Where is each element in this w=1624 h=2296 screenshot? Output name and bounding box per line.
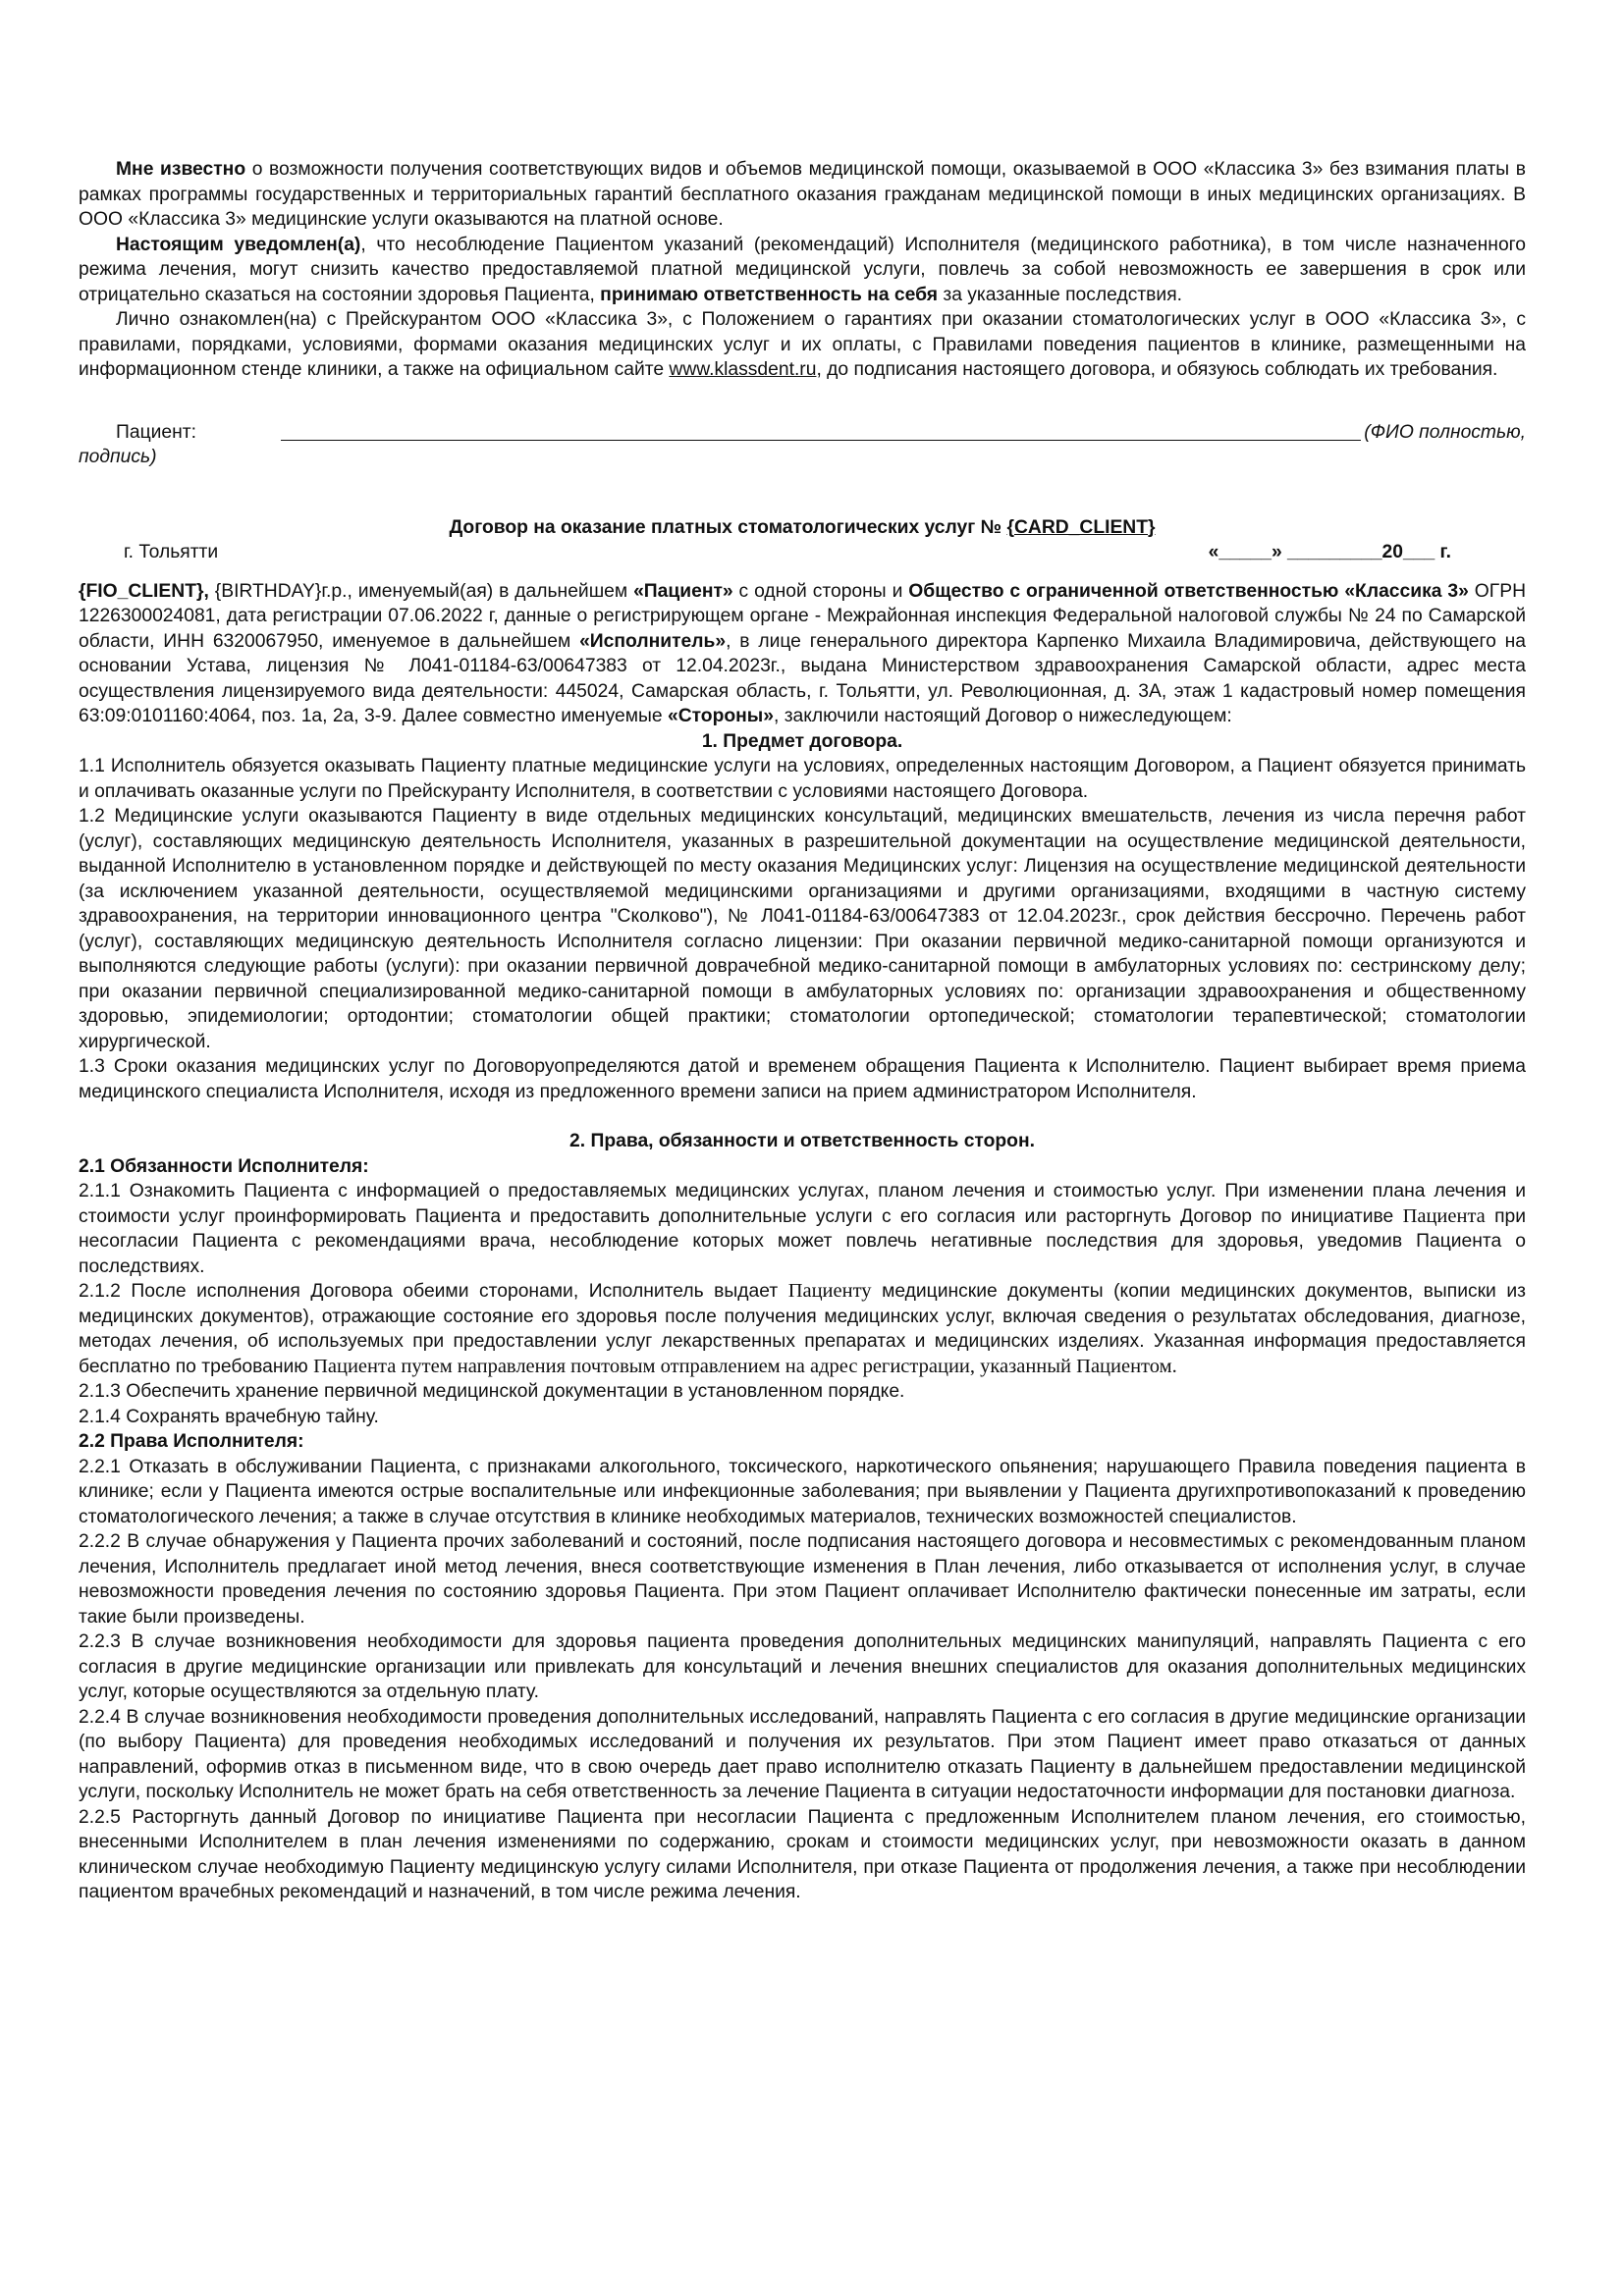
- preamble-patient: «Пациент»: [633, 580, 733, 602]
- clause-2-2-5: 2.2.5 Расторгнуть данный Договор по инициативе Пациента при несогласии Пациента с предложенным Исполнителем планом лечения, его стоимостью, внесенными Исполнителем в план лечения изменениями по содержанию, срокам и стоимости медицинских услуг, при невозможности оказать в данном клиническом случае необходимую Пациенту медицинскую услугу силами Исполнителя, при отказе Пациента от продолжения лечения, а также при несоблюдении пациентом врачебных рекомендаций и назначений, в том числе режима лечения.: [79, 1806, 1526, 1902]
- intro-bold-notified: Настоящим уведомлен(а): [116, 234, 361, 255]
- preamble-text-d: , заключили настоящий Договор о нижеследующем:: [773, 706, 1232, 726]
- intro-text-2a: , что несоблюдение Пациентом указаний (рекомендаций) Исполнителя (медицинского работника), в том числе назначенного режима лечения, могут снизить качество предоставляемой платной медицинской услуги, повлечь за собой невозможность ее завершения в срок или отрицательно сказаться на состоянии здоровья Пациента,: [79, 234, 1527, 305]
- preamble-birthday: {BIRTHDAY}г.р., именуемый(ая) в дальнейшем: [208, 580, 634, 602]
- subsection-2-2-title: [79, 1429, 1526, 1455]
- contract-number: {CARD_CLIENT}: [1006, 516, 1156, 538]
- intro-text-2b: за указанные последствия.: [938, 284, 1182, 305]
- clause-2-1-3: 2.1.3 Обеспечить хранение первичной медицинской документации в установленном порядке.: [79, 1381, 905, 1402]
- clause-2-1-2-serif-1: Пациенту: [787, 1280, 872, 1302]
- signature-hint: (ФИО полностью,: [1364, 421, 1526, 443]
- clause-2-2-1: 2.2.1 Отказать в обслуживании Пациента, с признаками алкогольного, токсического, наркотического опьянения; нарушающего Правила поведения пациента в клинике; если у Пациента имеются острые воспалительные или инфекционные заболевания; при выявлении у Пациента другихпротивопоказаний к проведению стоматологического лечения; а также в случае отсутствия в клинике необходимых материалов, технических возможностей специалистов.: [79, 1456, 1526, 1527]
- intro-paragraph-2: [79, 233, 1526, 308]
- clause-2-1-1-text-b: при несогласии Пациента с рекомендациями врача, несоблюдение которых может повлечь негативные последствия для здоровья, уведомив Пациента о последствиях.: [79, 1205, 1526, 1277]
- section-2-title: 2. Права, обязанности и ответственность сторон.: [569, 1131, 1035, 1151]
- preamble-text-a: с одной стороны и: [732, 580, 909, 602]
- document-page: [79, 157, 1526, 1905]
- preamble-parties: «Стороны»: [667, 706, 774, 726]
- intro-paragraph-3: [79, 307, 1526, 383]
- contract-title: [79, 515, 1526, 541]
- signature-row: [79, 420, 1526, 446]
- clause-2-1-1-text-a: 2.1.1 Ознакомить Пациента с информацией о предоставляемых медицинских услугах, планом лечения и стоимостью услуг. При изменении плана лечения и стоимости услуг проинформировать Пациента и предоставить дополнительные услуги с его согласия или расторгнуть Договор по инициативе: [79, 1181, 1526, 1227]
- client-name-placeholder: {FIO_CLIENT},: [79, 580, 209, 602]
- subsection-2-1-label: 2.1 Обязанности Исполнителя:: [79, 1155, 369, 1177]
- section-1-title: 1. Предмет договора.: [701, 730, 903, 752]
- intro-text-1: о возможности получения соответствующих видов и объемов медицинской помощи, оказываемой в ООО «Классика 3» без взимания платы в рамках программы государственных и территориальных гарантий бесплатного оказания гражданам медицинской помощи в иных медицинских организациях. В ООО «Классика 3» медицинские услуги оказываются на платной основе.: [79, 159, 1526, 230]
- intro-text-3a: Лично ознакомлен(на) с Прейскурантом ООО «Классика 3», с Положением о гарантиях при оказании стоматологических услуг в ООО «Классика 3», с правилами, порядками, условиями, формами оказания медицинских услуг и их оплаты, с Правилами поведения пациентов в клинике, размещенными на информационном стенде клиники, а также на официальном сайте: [79, 309, 1526, 380]
- clause-2-1-4: 2.1.4 Сохранять врачебную тайну.: [79, 1406, 379, 1427]
- clause-2-1-2: [79, 1279, 1526, 1379]
- clause-2-2-4: 2.2.4 В случае возникновения необходимости проведения дополнительных исследований, направлять Пациента с его согласия в другие медицинские организации (по выбору Пациента) для проведения необходимых исследований и получения их результатов. При этом Пациент имеет право отказаться от данных направлений, оформив отказ в письменном виде, что в свою очередь дает право исполнителю отказать Пациенту в дальнейшем предоставлении медицинской услуги, поскольку Исполнитель не может брать на себя ответственность за лечение Пациента в ситуации недостаточности информации для постановки диагноза.: [79, 1706, 1526, 1802]
- contract-title-text: Договор на оказание платных стоматологических услуг №: [449, 516, 1007, 538]
- subsection-2-1-title: [79, 1154, 1526, 1180]
- clause-2-1-2-text-a: 2.1.2 После исполнения Договора обеими сторонами, Исполнитель выдает: [79, 1281, 788, 1302]
- signature-hint-continued: подпись): [79, 447, 157, 467]
- clause-2-1-2-serif-2: Пациента путем направления почтовым отправлением на адрес регистрации, указанный Пациентом.: [313, 1355, 1177, 1377]
- intro-bold-responsibility: принимаю ответственность на себя: [600, 284, 939, 305]
- preamble-organization: Общество с ограниченной ответственностью «Классика 3»: [908, 580, 1469, 602]
- intro-text-3b: , до подписания настоящего договора, и обязуюсь соблюдать их требования.: [816, 359, 1498, 380]
- clause-2-1-1: [79, 1179, 1526, 1279]
- subsection-2-2-label: 2.2 Права Исполнителя:: [79, 1431, 304, 1452]
- signature-label: Пациент:: [116, 421, 196, 443]
- clause-1-1: 1.1 Исполнитель обязуется оказывать Пациенту платные медицинские услуги на условиях, определенных настоящим Договором, а Пациент обязуется принимать и оплачивать оказанные услуги по Прейскуранту Исполнителя, в соответствии с условиями настоящего Договора.: [79, 756, 1526, 802]
- intro-paragraph-1: [79, 157, 1526, 233]
- contract-date: «_____» _________20___ г.: [1208, 542, 1451, 562]
- clause-1-2: 1.2 Медицинские услуги оказываются Пациенту в виде отдельных медицинских консультаций, медицинских вмешательств, лечения из числа перечня работ (услуг), составляющих медицинскую деятельность Исполнителя, указанных в разрешительной документации на осуществление медицинской деятельности, выданной Исполнителю в установленном порядке и действующей по месту оказания Медицинских услуг: Лицензия на осуществление медицинской деятельности (за исключением указанной деятельности, осуществляемой медицинскими организациями и другими организациями, входящими в частную систему здравоохранения, на территории инновационного центра "Сколково"), № Л041-01184-63/00647383 от 12.04.2023г., срок действия бессрочно. Перечень работ (услуг), составляющих медицинскую деятельность Исполнителя согласно лицензии: При оказании первичной медико-санитарной помощи организуются и выполняются следующие работы (услуги): при оказании первичной доврачебной медико-санитарной помощи в амбулаторных условиях по: сестринскому делу; при оказании первичной специализированной медико-санитарной помощи в амбулаторных условиях по: организации здравоохранения и общественному здоровью, эпидемиологии; ортодонтии; стоматологии общей практики; стоматологии ортопедической; стоматологии терапевтической; стоматологии хирургической.: [79, 806, 1526, 1052]
- preamble-text-c: , в лице генерального директора Карпенко Михаила Владимировича, действующего на основании Устава, лицензия № Л041-01184-63/00647383 от 12.04.2023г., выдана Министерством здравоохранения Самарской области, адрес места осуществления лицензируемого вида деятельности: 445024, Самарская область, г. Тольятти, ул. Революционная, д. 3А, этаж 1 кадастровый номер помещения 63:09:0101160:4064, поз. 1а, 2а, 3-9. Далее совместно именуемые: [79, 630, 1526, 726]
- website-link[interactable]: www.klassdent.ru: [669, 359, 817, 380]
- clause-2-2-3: 2.2.3 В случае возникновения необходимости для здоровья пациента проведения дополнительных медицинских манипуляций, направлять Пациента с его согласия в другие медицинские организации или привлекать для консультаций и лечения внешних специалистов для оказания дополнительных медицинских услуг, которые осуществляются за отдельную плату.: [79, 1631, 1526, 1702]
- preamble-paragraph: [79, 579, 1526, 729]
- clause-2-1-2-text-b: медицинские документы (копии медицинских документов, выписки из медицинских документов), отражающие состояние его здоровья после получения медицинских услуг, включая сведения о результатах обследования, диагнозе, методах лечения, об используемых при предоставлении услуг лекарственных препаратах и медицинских изделиях. Указанная информация предоставляется бесплатно по требованию: [79, 1281, 1526, 1377]
- city-date-row: [79, 540, 1526, 565]
- clause-2-2-2: 2.2.2 В случае обнаружения у Пациента прочих заболеваний и состояний, после подписания настоящего договора и несовместимых с рекомендованным планом лечения, Исполнитель предлагает иной метод лечения, внеся соответствующие изменения в План лечения, либо отказывается от исполнения услуг, в случае невозможности проведения лечения по состоянию здоровья Пациента. При этом Пациент оплачивает Исполнителю фактически понесенные им затраты, если такие были произведены.: [79, 1531, 1526, 1628]
- contract-city: г. Тольятти: [124, 542, 219, 562]
- clause-2-1-1-serif: Пациента: [1402, 1204, 1486, 1227]
- preamble-text-b: ОГРН 1226300024081, дата регистрации 07.06.2022 г, данные о регистрирующем органе - Межрайонная инспекция Федеральной налоговой службы № 24 по Самарской области, ИНН 6320067950, именуемое в дальнейшем: [79, 580, 1526, 652]
- intro-bold-known: Мне известно: [116, 159, 246, 180]
- signature-line[interactable]: [281, 420, 1361, 441]
- preamble-executor: «Исполнитель»: [579, 630, 727, 652]
- clause-1-3: 1.3 Сроки оказания медицинских услуг по Договоруопределяются датой и временем обращения Пациента к Исполнителю. Пациент выбирает время приема медицинского специалиста Исполнителя, исходя из предложенного времени записи на прием администратором Исполнителя.: [79, 1056, 1526, 1102]
